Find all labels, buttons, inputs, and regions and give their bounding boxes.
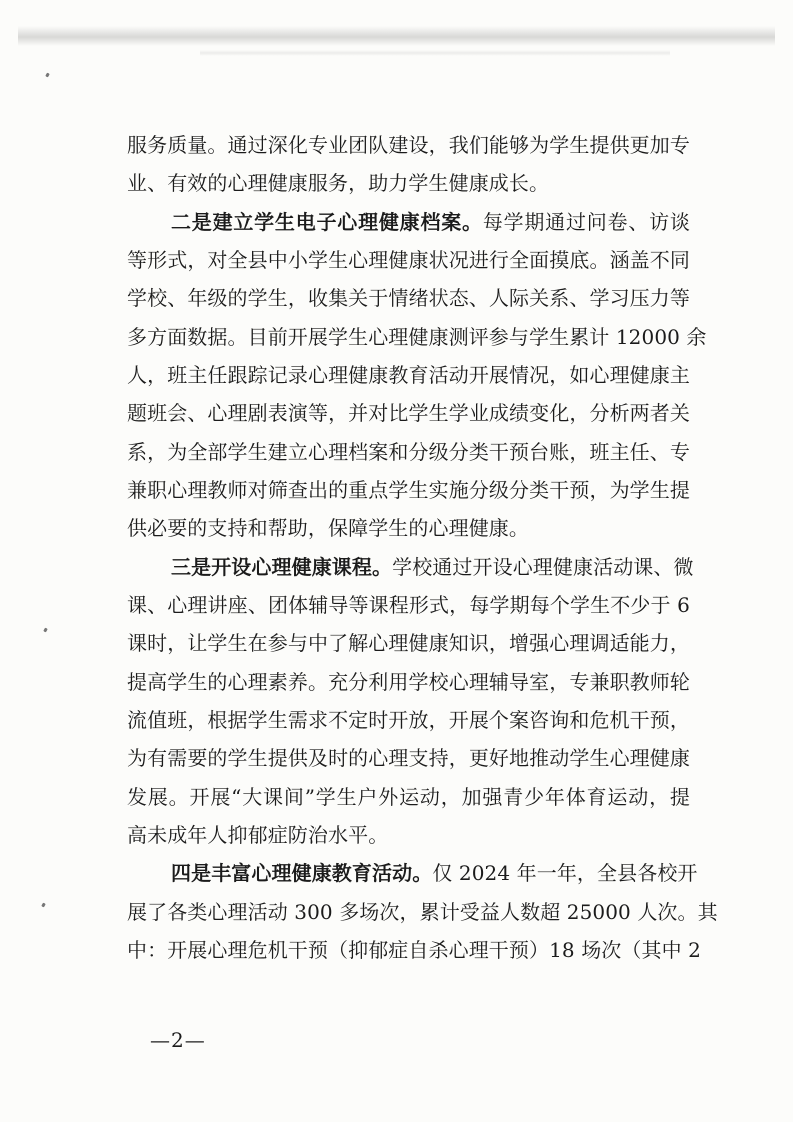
paragraph-heading: 二是建立学生电子心理健康档案。 — [171, 209, 483, 234]
paragraph-electronic-archive — [127, 203, 707, 548]
body-text — [127, 126, 718, 969]
page-number: —2— — [150, 1028, 206, 1052]
text-line: 展了各类心理活动 300 多场次，累计受益人数超 25000 人次。其 — [127, 899, 718, 924]
text-line: 发展。开展“大课间”学生户外运动，加强青少年体育运动，提 — [127, 784, 690, 809]
paragraph-courses — [127, 548, 694, 855]
scan-artifact-top-band — [18, 26, 775, 46]
text-line: 等形式，对全县中小学生心理健康状况进行全面摸底。涵盖不同 — [127, 247, 690, 272]
text-line: 为有需要的学生提供及时的心理支持，更好地推动学生心理健康 — [127, 746, 690, 771]
text-segment: 每学期通过问卷、访谈 — [482, 209, 690, 234]
text-line: 中：开展心理危机干预（抑郁症自杀心理干预）18 场次（其中 2 — [127, 937, 701, 962]
scan-artifact-mark — [43, 628, 48, 633]
text-line — [127, 548, 694, 586]
text-line: 供必要的支持和帮助，保障学生的心理健康。 — [127, 516, 529, 541]
text-line: 服务质量。通过深化专业团队建设，我们能够为学生提供更加专 — [127, 133, 690, 157]
text-line: 课、心理讲座、团体辅导等课程形式，每学期每个学生不少于 6 — [127, 592, 690, 617]
text-line: 业、有效的心理健康服务，助力学生健康成长。 — [127, 171, 550, 196]
text-segment: 仅 2024 年一年，全县各校开 — [432, 861, 698, 886]
paragraph-heading: 三是开设心理健康课程。 — [171, 554, 393, 579]
text-segment: 学校通过开设心理健康活动课、微 — [392, 554, 694, 579]
scan-artifact-mark — [45, 73, 50, 78]
text-line: 人，班主任跟踪记录心理健康教育活动开展情况，如心理健康主 — [127, 362, 690, 387]
paragraph-continuation — [127, 126, 690, 203]
scan-artifact-top-line — [200, 50, 670, 56]
text-line: 高未成年人抑郁症防治水平。 — [127, 822, 389, 847]
scan-artifact-mark — [41, 903, 46, 908]
text-line: 学校、年级的学生，收集关于情绪状态、人际关系、学习压力等 — [127, 286, 690, 311]
text-line: 流值班，根据学生需求不定时开放，开展个案咨询和危机干预， — [127, 707, 690, 732]
text-line: 系，为全部学生建立心理档案和分级分类干预台账，班主任、专 — [127, 439, 690, 464]
text-line: 提高学生的心理素养。充分利用学校心理辅导室，专兼职教师轮 — [127, 669, 690, 694]
page-footer — [150, 1026, 206, 1054]
text-line: 课时，让学生在参与中了解心理健康知识，增强心理调适能力， — [127, 631, 690, 656]
paragraph-heading: 四是丰富心理健康教育活动。 — [171, 861, 433, 886]
text-line — [127, 203, 690, 241]
text-line: 题班会、心理剧表演等，并对比学生学业成绩变化，分析两者关 — [127, 401, 690, 426]
text-line: 兼职心理教师对筛查出的重点学生实施分级分类干预，为学生提 — [127, 477, 690, 502]
text-line: 多方面数据。目前开展学生心理健康测评参与学生累计 12000 余 — [127, 324, 707, 349]
paragraph-activities — [127, 854, 718, 969]
text-line — [127, 854, 698, 892]
